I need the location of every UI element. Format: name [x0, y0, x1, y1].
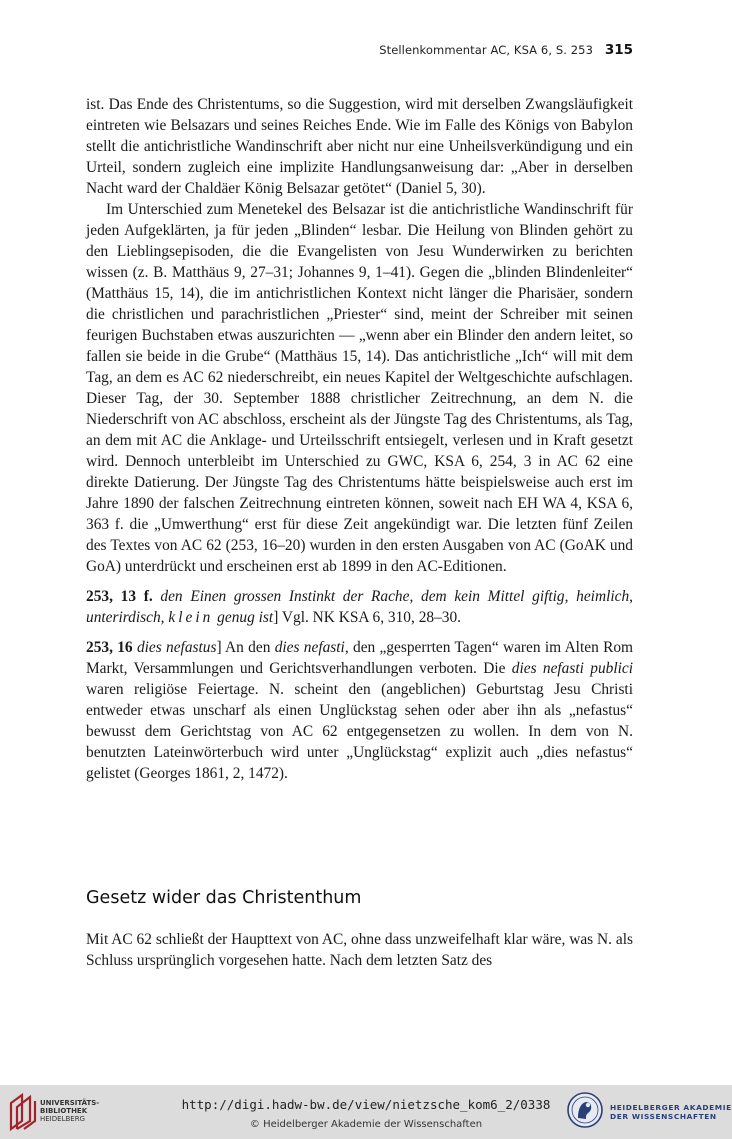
lemma-1-quote-end: genug ist	[217, 609, 274, 626]
ub-line-2: BIBLIOTHEK	[40, 1107, 88, 1115]
hadw-logo[interactable]	[566, 1089, 732, 1135]
paragraph-2: Im Unterschied zum Menetekel des Belsazar ist die antichristliche Wandinschrift für jeden Aufgeklärten, ja für jeden „Blinden“ lesbar. Die Heilung von Blinden gehört zu den Lieblingsepisoden, die die Evangelisten von Jesu Wunderwirken zu berichten wissen (z. B. Matthäus 9, 27–31; Johannes 9, 1–41). Gegen die „blinden Blindenleiter“ (Matthäus 15, 14), die im antichristlichen Kontext nicht länger die Pharisäer, sondern die christlichen und parachristlichen „Priester“ sind, meint der Schreiber mit seinen feurigen Buchstaben etwas auszurichten — „wenn aber ein Blinder den andern leitet, so fallen sie beide in die Grube“ (Matthäus 15, 14). Das antichristliche „Ich“ will mit dem Tag, an dem es AC 62 niederschreibt, ein neues Kapitel der Weltgeschichte aufschlagen. Dieser Tag, der 30. September 1888 christlicher Zeitrechnung, an dem N. die Niederschrift von AC abschloss, erscheint als der Jüngste Tag des Christentums, als Tag, an dem mit AC die Anklage- und Urteilsschrift entsiegelt, verlesen und in Kraft gesetzt wird. Dennoch unterbleibt im Unterschied zu GWC, KSA 6, 254, 3 in AC 62 eine direkte Datierung. Der Jüngste Tag des Christentums hätte beispielsweise auch erst im Jahre 1890 der falschen Zeitrechnung eintreten können, soweit nach EH WA 4, KSA 6, 363 f. die „Umwerthung“ erst für diese Zeit angekündigt war. Die letzten fünf Zeilen des Textes von AC 62 (253, 16–20) wurden in den ersten Ausgaben von AC (GoAK und GoA) unterdrückt und erscheinen erst ab 1899 in den AC-Editionen.	[86, 201, 633, 575]
footer-bar	[0, 1085, 732, 1139]
section-body	[86, 929, 633, 971]
lemma-2-text-a: ] An den	[216, 639, 275, 656]
running-head	[86, 43, 633, 57]
lemma-2-emphasis-2: dies nefasti publici	[511, 660, 633, 677]
lemma-1-reference: 253, 13 f.	[86, 588, 153, 605]
lemma-2-text-b: , den „gesperrten Tagen“ waren im Alten Rom Markt, Versammlungen und Gerichtsverhandlungen verboten. Die	[86, 639, 633, 677]
lemma-1-quote: den Einen grossen Instinkt der Rache, dem kein Mittel giftig, heimlich, unterirdisch,	[86, 588, 634, 626]
lemma-1-note: ] Vgl. NK KSA 6, 310, 28–30.	[273, 609, 462, 626]
hadw-wordmark	[610, 1103, 732, 1121]
lemma-entry-1	[86, 586, 633, 628]
section-heading: Gesetz wider das Christenthum	[86, 888, 362, 908]
academy-seal-icon	[566, 1091, 604, 1129]
lemma-1-spaced-word: klein	[168, 609, 214, 626]
ub-line-3: HEIDELBERG	[40, 1115, 85, 1123]
hadw-line-2: DER WISSENSCHAFTEN	[610, 1112, 717, 1121]
footer-copyright: © Heidelberger Akademie der Wissenschaften	[249, 1119, 483, 1130]
hadw-line-1: HEIDELBERGER AKADEMIE	[610, 1103, 732, 1112]
lemma-2-quote: dies nefastus	[136, 639, 217, 656]
ub-line-1: UNIVERSITÄTS-	[40, 1099, 100, 1107]
page-number: 315	[604, 42, 633, 58]
section-paragraph-1: Mit AC 62 schließt der Haupttext von AC, ohne dass unzweifelhaft klar wäre, was N. als Schluss ursprünglich vorgesehen hatte. Nach dem letzten Satz des	[86, 931, 633, 969]
lemma-2-text-c: waren religiöse Feiertage. N. scheint den (angeblichen) Geburtstag Jesu Christi entweder etwas unscharf als einen Unglückstag sehen oder aber ihn als „nefastus“ bewusst dem Gerichtstag von AC 62 entgegensetzen zu wollen. In dem von N. benutzten Lateinwörterbuch wird unter „Unglückstag“ explizit auch „dies nefastus“ gelistet (Georges 1861, 2, 1472).	[86, 681, 633, 782]
commentary-body	[86, 94, 633, 784]
footer-permalink[interactable]: http://digi.hadw-bw.de/view/nietzsche_kom6_2/0338	[181, 1097, 551, 1112]
lemma-2-reference: 253, 16	[86, 639, 133, 656]
paragraph-1: ist. Das Ende des Christentums, so die Suggestion, wird mit derselben Zwangsläufigkeit eintreten wie Belsazars und seines Reiches Ende. Wie im Falle des Königs von Babylon stellt die antichristliche Wandinschrift aber nicht nur eine Unheilsverkündigung und ein Urteil, sondern zugleich eine implizite Handlungsanweisung dar: „Aber in derselben Nacht ward der Chaldäer König Belsazar getötet“ (Daniel 5, 30).	[86, 96, 633, 197]
running-head-text: Stellenkommentar AC, KSA 6, S. 253	[379, 43, 593, 57]
lemma-2-emphasis-1: dies nefasti	[274, 639, 345, 656]
lemma-entry-2	[86, 637, 633, 784]
